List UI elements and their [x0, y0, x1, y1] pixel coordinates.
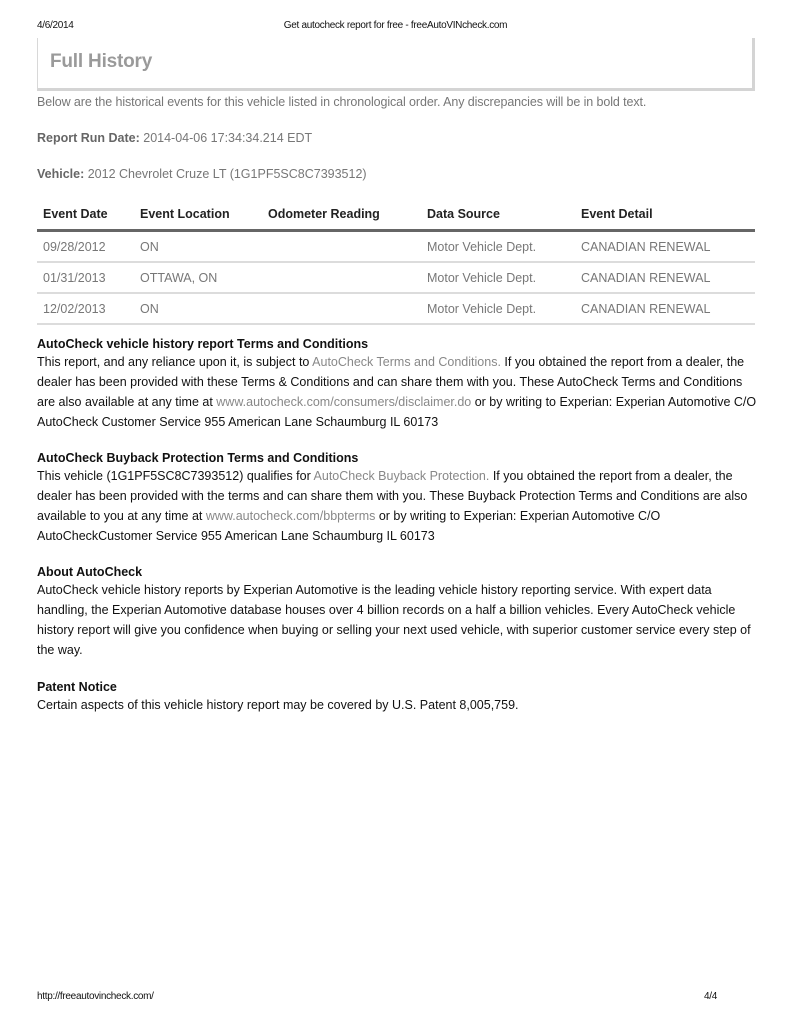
cell-odometer-reading [262, 293, 421, 324]
cell-event-detail: CANADIAN RENEWAL [575, 231, 755, 263]
history-table [37, 198, 755, 325]
table-row [37, 293, 755, 324]
cell-data-source: Motor Vehicle Dept. [421, 231, 575, 263]
cell-event-location: OTTAWA, ON [134, 262, 262, 293]
cell-event-location: ON [134, 231, 262, 263]
buyback-text-part: or by writing to Experian: Experian Automotive C/O AutoCheckCustomer Service 955 American Lane Schaumburg IL 60173 [37, 509, 661, 543]
about-heading: About AutoCheck [37, 565, 143, 579]
terms-text-part: If you obtained the report from a dealer, the dealer has been provided with these Terms & Conditions and can share them with you. These AutoCheck Terms and Conditions are also available at any time at [37, 355, 745, 409]
cell-event-detail: CANADIAN RENEWAL [575, 293, 755, 324]
buyback-section [37, 450, 757, 546]
cell-event-date: 12/02/2013 [37, 293, 134, 324]
print-footer [37, 991, 754, 1005]
vehicle-label: Vehicle: [37, 167, 85, 181]
buyback-text-part: If you obtained the report from a dealer, the dealer has been provided with the terms and can share them with you. These Buyback Protection Terms and Conditions are also available to you at any time at [37, 469, 748, 523]
cell-odometer-reading [262, 231, 421, 263]
terms-heading: AutoCheck vehicle history report Terms and Conditions [37, 337, 369, 351]
section-header-box [37, 38, 755, 91]
bbpterms-link[interactable]: www.autocheck.com/bbpterms [205, 509, 376, 523]
print-date: 4/6/2014 [37, 20, 74, 31]
terms-text-part: This report, and any reliance upon it, is subject to [37, 355, 313, 369]
about-section [37, 564, 757, 660]
print-header [37, 20, 754, 34]
vehicle-value: 2012 Chevrolet Cruze LT (1G1PF5SC8C7393512) [84, 167, 367, 181]
table-row [37, 262, 755, 293]
terms-section [37, 336, 757, 432]
intro-text: Below are the historical events for this vehicle listed in chronological order. Any discrepancies will be in bold text. [37, 95, 647, 109]
header-event-detail: Event Detail [575, 198, 755, 231]
header-data-source: Data Source [421, 198, 575, 231]
buyback-text-part: This vehicle (1G1PF5SC8C7393512) qualifies for [37, 469, 314, 483]
patent-text: Certain aspects of this vehicle history report may be covered by U.S. Patent 8,005,759. [37, 698, 519, 712]
print-page-title: Get autocheck report for free - freeAutoVINcheck.com [283, 20, 508, 31]
cell-event-date: 01/31/2013 [37, 262, 134, 293]
cell-event-location: ON [134, 293, 262, 324]
table-row [37, 231, 755, 263]
table-header-row [37, 198, 755, 231]
header-odometer-reading: Odometer Reading [262, 198, 421, 231]
cell-data-source: Motor Vehicle Dept. [421, 293, 575, 324]
cell-odometer-reading [262, 262, 421, 293]
about-text: AutoCheck vehicle history reports by Experian Automotive is the leading vehicle history reporting service. With expert data handling, the Experian Automotive database houses over 4 billion records on a half a billion vehicles. Every AutoCheck vehicle history report will give you confidence when buying or selling your next used vehicle, with superior customer service every step of the way. [37, 583, 751, 657]
terms-text [37, 352, 757, 432]
section-title: Full History [50, 51, 153, 72]
header-event-date: Event Date [37, 198, 134, 231]
buyback-protection-link[interactable]: AutoCheck Buyback Protection. [313, 469, 490, 483]
patent-section [37, 679, 757, 715]
header-event-location: Event Location [134, 198, 262, 231]
patent-heading: Patent Notice [37, 680, 117, 694]
cell-event-detail: CANADIAN RENEWAL [575, 262, 755, 293]
buyback-heading: AutoCheck Buyback Protection Terms and Conditions [37, 451, 359, 465]
report-run-date-label: Report Run Date: [37, 131, 140, 145]
cell-event-date: 09/28/2012 [37, 231, 134, 263]
report-run-date-value: 2014-04-06 17:34:34.214 EDT [139, 131, 313, 145]
terms-text-part: or by writing to Experian: Experian Automotive C/O AutoCheck Customer Service 955 American Lane Schaumburg IL 60173 [37, 395, 757, 429]
cell-data-source: Motor Vehicle Dept. [421, 262, 575, 293]
report-run-date [37, 131, 312, 145]
disclaimer-link[interactable]: www.autocheck.com/consumers/disclaimer.do [216, 395, 472, 409]
print-url: http://freeautovincheck.com/ [37, 991, 154, 1002]
buyback-text [37, 466, 757, 546]
page-number: 4/4 [703, 991, 717, 1002]
vehicle-info [37, 167, 367, 181]
autocheck-terms-link[interactable]: AutoCheck Terms and Conditions. [312, 355, 501, 369]
